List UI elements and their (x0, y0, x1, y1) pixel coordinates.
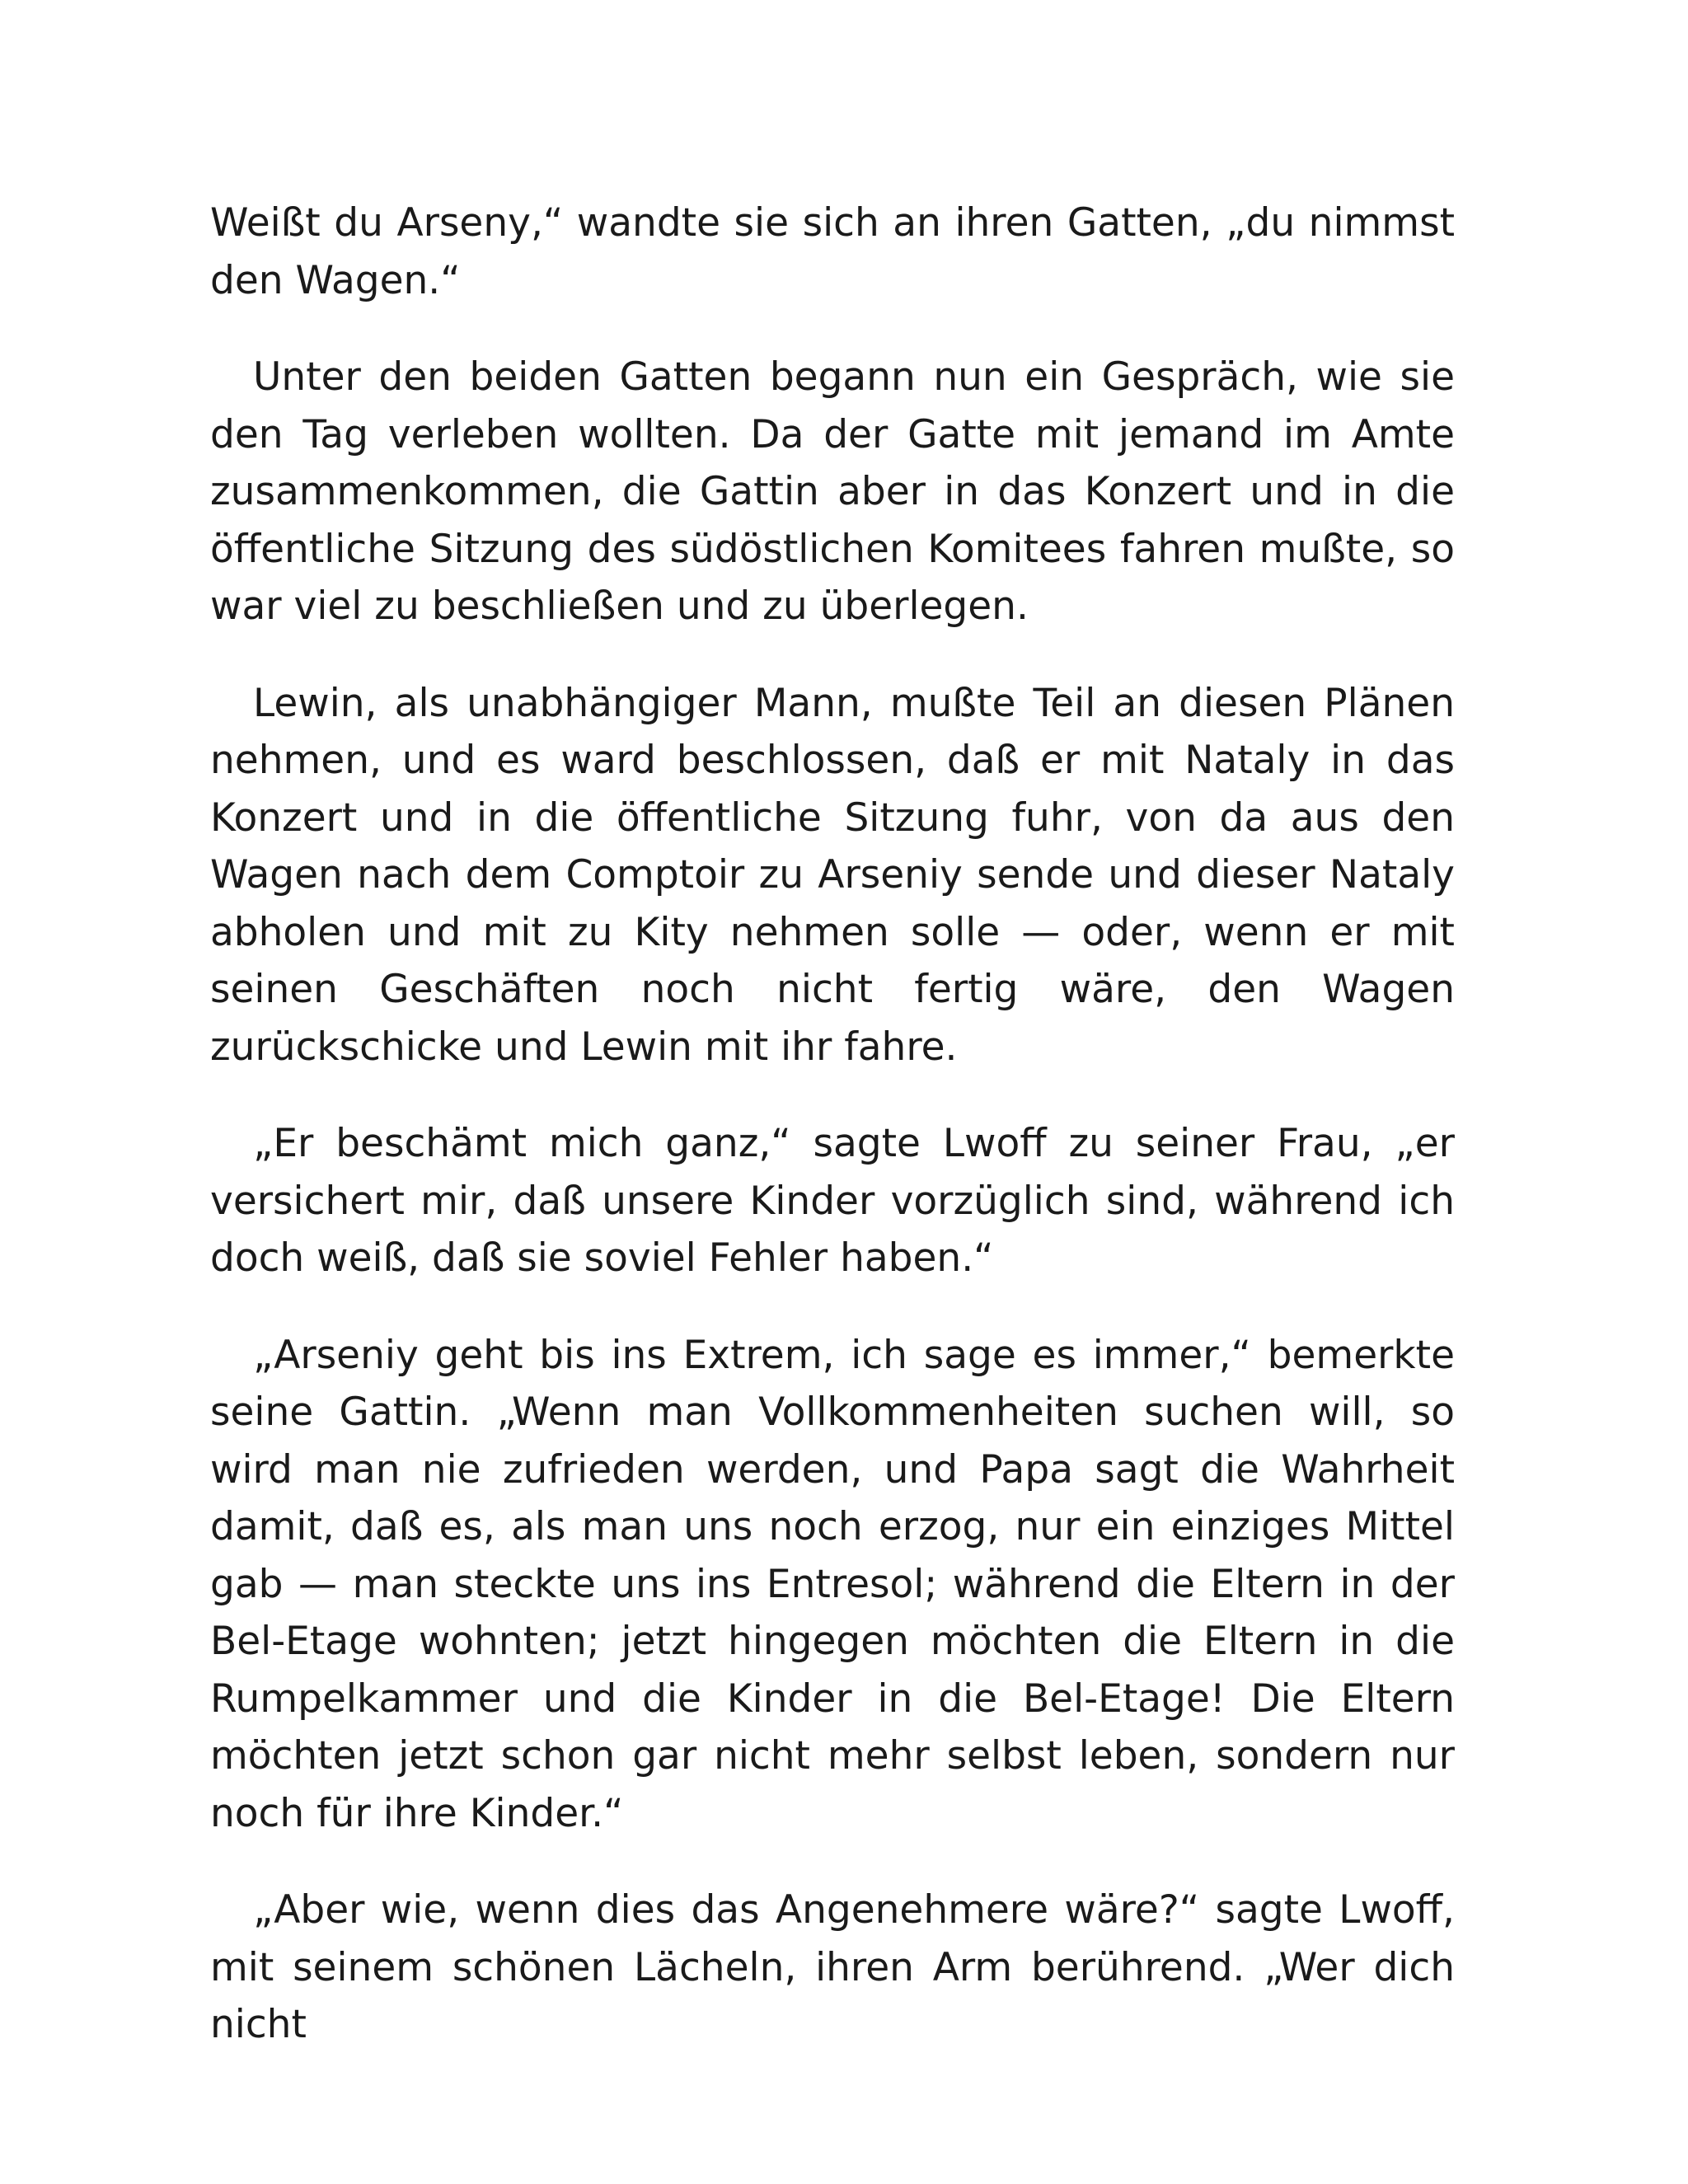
document-page (210, 194, 1455, 2054)
paragraph-2: Unter den beiden Gatten begann nun ein Gespräch, wie sie den Tag verleben wollten. Da der Gatte mit jemand im Amte zusammenkommen, die Gattin aber in das Konzert und in die öffentliche Sitzung des südöstlichen Komitees fahren mußte, so war viel zu beschließen und zu überlegen. (210, 354, 1455, 629)
paragraph-6: „Aber wie, wenn dies das Angenehmere wäre?“ sagte Lwoff, mit seinem schönen Lächeln, ihren Arm berührend. „Wer dich nicht (210, 1887, 1455, 2047)
paragraph-3: Lewin, als unabhängiger Mann, mußte Teil an diesen Plänen nehmen, und es ward beschlossen, daß er mit Nataly in das Konzert und in die öffentliche Sitzung fuhr, von da aus den Wagen nach dem Comptoir zu Arseniy sende und dieser Nataly abholen und mit zu Kity nehmen solle — oder, wenn er mit seinen Geschäften noch nicht fertig wäre, den Wagen zurückschicke und Lewin mit ihr fahre. (210, 680, 1455, 1070)
paragraph-4: „Er beschämt mich ganz,“ sagte Lwoff zu seiner Frau, „er versichert mir, daß unsere Kinder vorzüglich sind, während ich doch weiß, daß sie soviel Fehler haben.“ (210, 1121, 1455, 1281)
paragraph-5: „Arseniy geht bis ins Extrem, ich sage es immer,“ bemerkte seine Gattin. „Wenn man Vollkommenheiten suchen will, so wird man nie zufrieden werden, und Papa sagt die Wahrheit damit, daß es, als man uns noch erzog, nur ein einziges Mittel gab — man steckte uns ins Entresol; während die Eltern in der Bel-Etage wohnten; jetzt hingegen möchten die Eltern in die Rumpelkammer und die Kinder in die Bel-Etage! Die Eltern möchten jetzt schon gar nicht mehr selbst leben, sondern nur noch für ihre Kinder.“ (210, 1332, 1455, 1836)
paragraph-1: Weißt du Arseny,“ wandte sie sich an ihren Gatten, „du nimmst den Wagen.“ (210, 200, 1455, 303)
